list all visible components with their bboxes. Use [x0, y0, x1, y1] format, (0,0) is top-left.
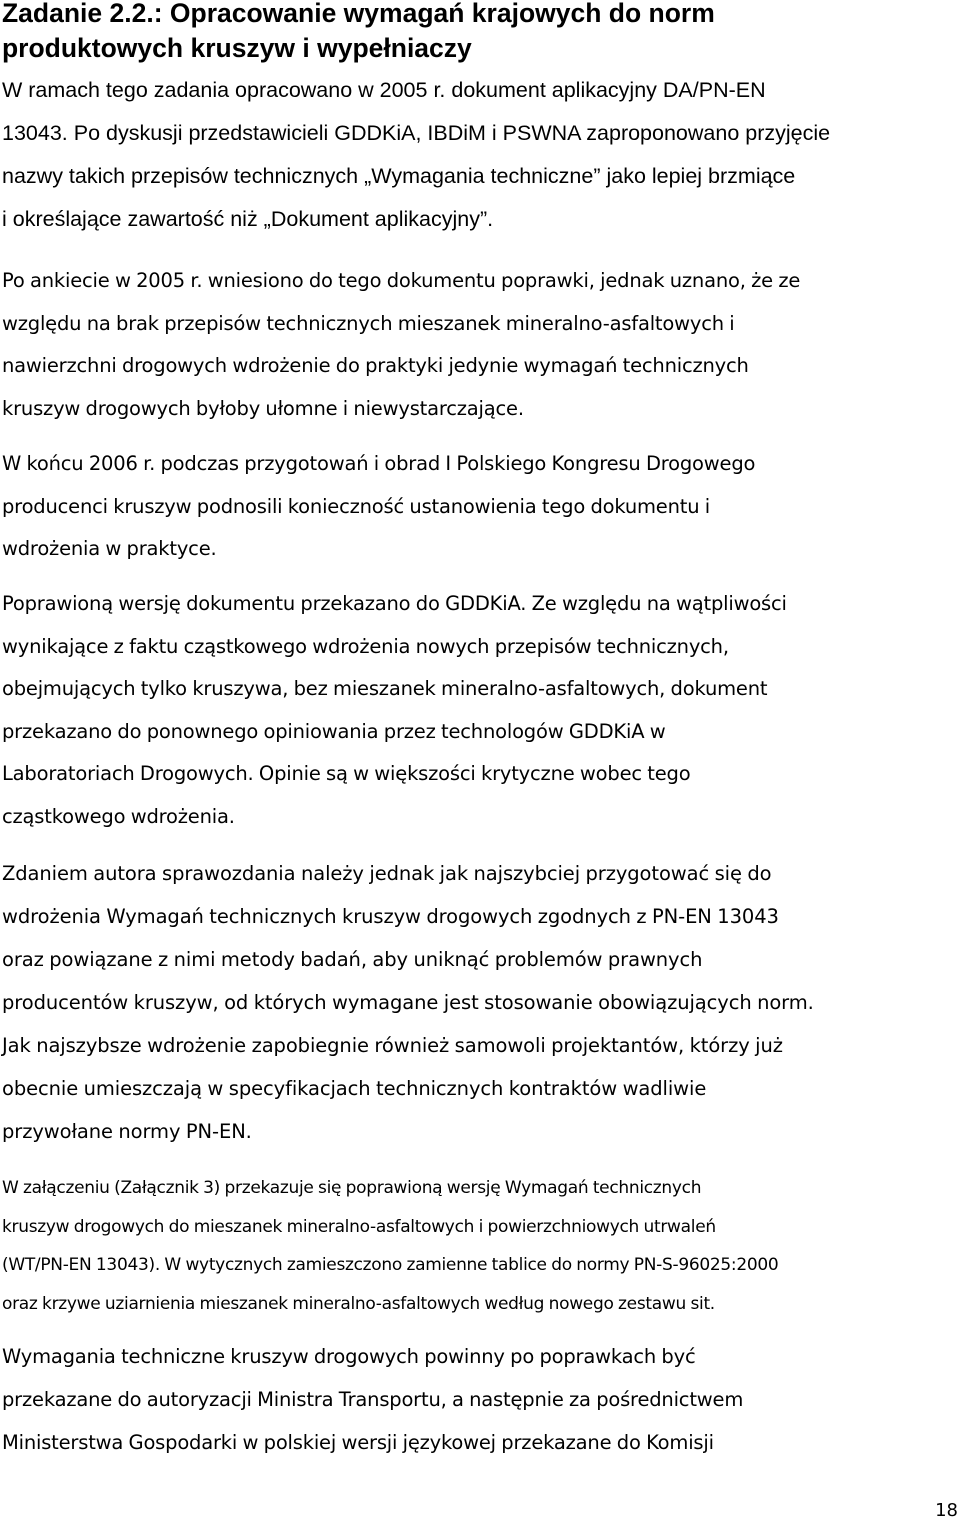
- text-line: Jak najszybsze wdrożenie zapobiegnie również samowoli projektantów, którzy już: [2, 1034, 783, 1057]
- text-line: producenci kruszyw podnosili konieczność ustanowienia tego dokumentu i: [2, 494, 710, 518]
- text-line: 13043. Po dyskusji przedstawicieli GDDKiA, IBDiM i PSWNA zaproponowano przyjęcie: [2, 121, 831, 145]
- text-line: Zdaniem autora sprawozdania należy jednak jak najszybciej przygotować się do: [2, 862, 772, 885]
- text-line: Poprawioną wersję dokumentu przekazano do GDDKiA. Ze względu na wątpliwości: [2, 592, 787, 615]
- text-line: wdrożenia Wymagań technicznych kruszyw drogowych zgodnych z PN-EN 13043: [2, 905, 779, 928]
- text-line: W załączeniu (Załącznik 3) przekazuje się poprawioną wersję Wymagań technicznych: [2, 1178, 702, 1198]
- text-line: Ministerstwa Gospodarki w polskiej wersji językowej przekazane do Komisji: [2, 1431, 714, 1454]
- text-line: W końcu 2006 r. podczas przygotowań i obrad I Polskiego Kongresu Drogowego: [2, 452, 756, 475]
- text-line: Wymagania techniczne kruszyw drogowych powinny po poprawkach być: [2, 1345, 696, 1368]
- page-number: 18: [935, 1500, 958, 1521]
- paragraph-congress-2006: [2, 443, 755, 571]
- text-line: obejmujących tylko kruszywa, bez mieszanek mineralno-asfaltowych, dokument: [2, 677, 768, 700]
- text-line: oraz powiązane z nimi metody badań, aby uniknąć problemów prawnych: [2, 948, 703, 971]
- text-line: Laboratoriach Drogowych. Opinie są w większości krytyczne wobec tego: [2, 762, 691, 785]
- text-line: przekazane do autoryzacji Ministra Transportu, a następnie za pośrednictwem: [2, 1388, 744, 1411]
- text-line: cząstkowego wdrożenia.: [2, 804, 235, 828]
- text-line: przywołane normy PN-EN.: [2, 1120, 252, 1143]
- text-line: wynikające z faktu cząstkowego wdrożenia nowych przepisów technicznych,: [2, 634, 729, 658]
- text-line: przekazano do ponownego opiniowania przez technologów GDDKiA w: [2, 719, 666, 743]
- text-line: względu na brak przepisów technicznych mieszanek mineralno-asfaltowych i: [2, 311, 735, 335]
- text-line: Po ankiecie w 2005 r. wniesiono do tego dokumentu poprawki, jednak uznano, że ze: [2, 269, 801, 292]
- paragraph-revised-version: [2, 583, 787, 838]
- section-title: [2, 0, 952, 66]
- paragraph-attachment: [2, 1169, 778, 1324]
- text-line: obecnie umieszczają w specyfikacjach technicznych kontraktów wadliwie: [2, 1077, 707, 1100]
- text-line: producentów kruszyw, od których wymagane jest stosowanie obowiązujących norm.: [2, 991, 814, 1014]
- text-line: kruszyw drogowych byłoby ułomne i niewystarczające.: [2, 396, 524, 420]
- paragraph-survey-2005: [2, 260, 800, 430]
- title-line: produktowych kruszyw i wypełniaczy: [2, 33, 472, 63]
- paragraph-author-opinion: [2, 852, 814, 1153]
- text-line: nawierzchni drogowych wdrożenie do praktyki jedynie wymagań technicznych: [2, 354, 749, 377]
- title-line: Zadanie 2.2.: Opracowanie wymagań krajowych do norm: [2, 0, 715, 28]
- text-line: W ramach tego zadania opracowano w 2005 r. dokument aplikacyjny DA/PN-EN: [2, 78, 766, 102]
- text-line: nazwy takich przepisów technicznych „Wymagania techniczne” jako lepiej brzmiące: [2, 164, 796, 188]
- text-line: oraz krzywe uziarnienia mieszanek mineralno-asfaltowych według nowego zestawu sit.: [2, 1294, 715, 1315]
- paragraph-application-document: [2, 69, 830, 241]
- text-line: kruszyw drogowych do mieszanek mineralno-asfaltowych i powierzchniowych utrwaleń: [2, 1216, 716, 1237]
- paragraph-authorization: [2, 1335, 743, 1464]
- text-line: i określające zawartość niż „Dokument aplikacyjny”.: [2, 207, 494, 231]
- text-line: wdrożenia w praktyce.: [2, 537, 217, 560]
- text-line: (WT/PN-EN 13043). W wytycznych zamieszczono zamienne tablice do normy PN-S-96025:2000: [2, 1255, 779, 1276]
